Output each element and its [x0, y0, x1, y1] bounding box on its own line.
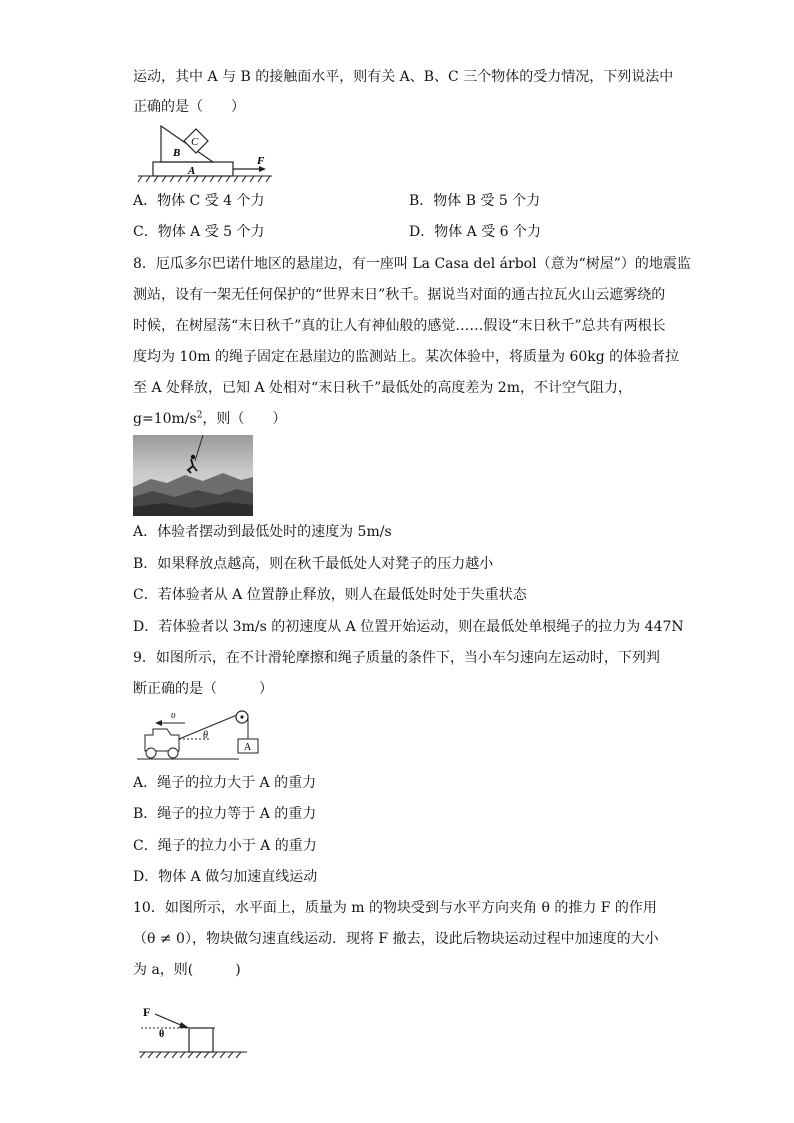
q7-option-c: C．物体 A 受 5 个力	[133, 224, 265, 240]
ground-hatch	[138, 176, 272, 182]
q9-option-d: D．物体 A 做匀加速直线运动	[133, 869, 318, 885]
label-a: A	[244, 742, 252, 753]
q7-stem-line-1: 运动，其中 A 与 B 的接触面水平，则有关 A、B、C 三个物体的受力情况，下列说法中	[133, 69, 674, 85]
q9-option-c: C．绳子的拉力小于 A 的重力	[133, 838, 317, 854]
q7-option-d: D．物体 A 受 6 个力	[409, 224, 542, 240]
label-theta: θ	[203, 730, 208, 741]
cart	[145, 729, 179, 758]
q8-line-5: 至 A 处释放，已知 A 处相对“末日秋千”最低处的高度差为 2m，不计空气阻力，	[133, 380, 632, 396]
q10-line-3: 为 a，则( )	[133, 962, 241, 978]
q10-figure	[137, 1000, 252, 1064]
q7-option-b: B．物体 B 受 5 个力	[409, 193, 541, 209]
q8-option-c: C．若体验者从 A 位置静止释放，则人在最低处时处于失重状态	[133, 587, 527, 603]
label-c: C	[191, 136, 199, 148]
q8-option-a: A．体验者摆动到最低处时的速度为 5m/s	[133, 524, 392, 540]
q7-option-a: A．物体 C 受 4 个力	[133, 193, 265, 209]
q8-swing-photo	[133, 435, 253, 516]
q8-line-1: 8．厄瓜多尔巴诺什地区的悬崖边，有一座叫 La Casa del árbol（意为“树屋”）的地震监	[133, 256, 691, 272]
q8-line-3: 时候，在树屋荡“末日秋千”真的让人有神仙般的感觉……假设“末日秋千”总共有两根长	[133, 318, 666, 334]
q8-line-6: $g=10m/s^2$，则（ ）	[133, 410, 287, 427]
q7-stem-line-2: 正确的是（ ）	[133, 99, 245, 115]
label-a: A	[188, 165, 196, 177]
q8-line-4: 度均为 10m 的绳子固定在悬崖边的监测站上。某次体验中，将质量为 60kg 的体验者拉	[133, 349, 680, 365]
q10-line-1: 10．如图所示，水平面上，质量为 m 的物块受到与水平方向夹角 θ 的推力 F 的作用	[133, 900, 657, 916]
q9-line-1: 9．如图所示，在不计滑轮摩擦和绳子质量的条件下，当小车匀速向左运动时，下列判	[133, 650, 660, 666]
label-b: B	[173, 147, 181, 159]
q9-line-2: 断正确的是（ ）	[133, 681, 273, 697]
q8-line-2: 测站，设有一架无任何保护的“世界末日”秋千。据说当对面的通古拉瓦火山云遮雾绕的	[133, 287, 666, 303]
label-theta: θ	[159, 1029, 165, 1040]
q9-option-a: A．绳子的拉力大于 A 的重力	[133, 775, 317, 791]
q8-option-d: D．若体验者以 3m/s 的初速度从 A 位置开始运动，则在最低处单根绳子的拉力为 447N	[133, 619, 684, 635]
block	[189, 1028, 213, 1052]
q8-option-b: B．如果释放点越高，则在秋千最低处人对凳子的压力越小	[133, 556, 494, 572]
label-f: F	[257, 155, 265, 167]
q9-figure	[135, 705, 265, 763]
q10-line-2: （θ ≠ 0），物块做匀速直线运动．现将 F 撤去，设此后物块运动过程中加速度的大小	[133, 931, 659, 947]
q9-option-b: B．绳子的拉力等于 A 的重力	[133, 806, 317, 822]
label-v: υ	[171, 710, 176, 721]
q7-figure	[136, 123, 276, 185]
label-f: F	[143, 1005, 151, 1019]
